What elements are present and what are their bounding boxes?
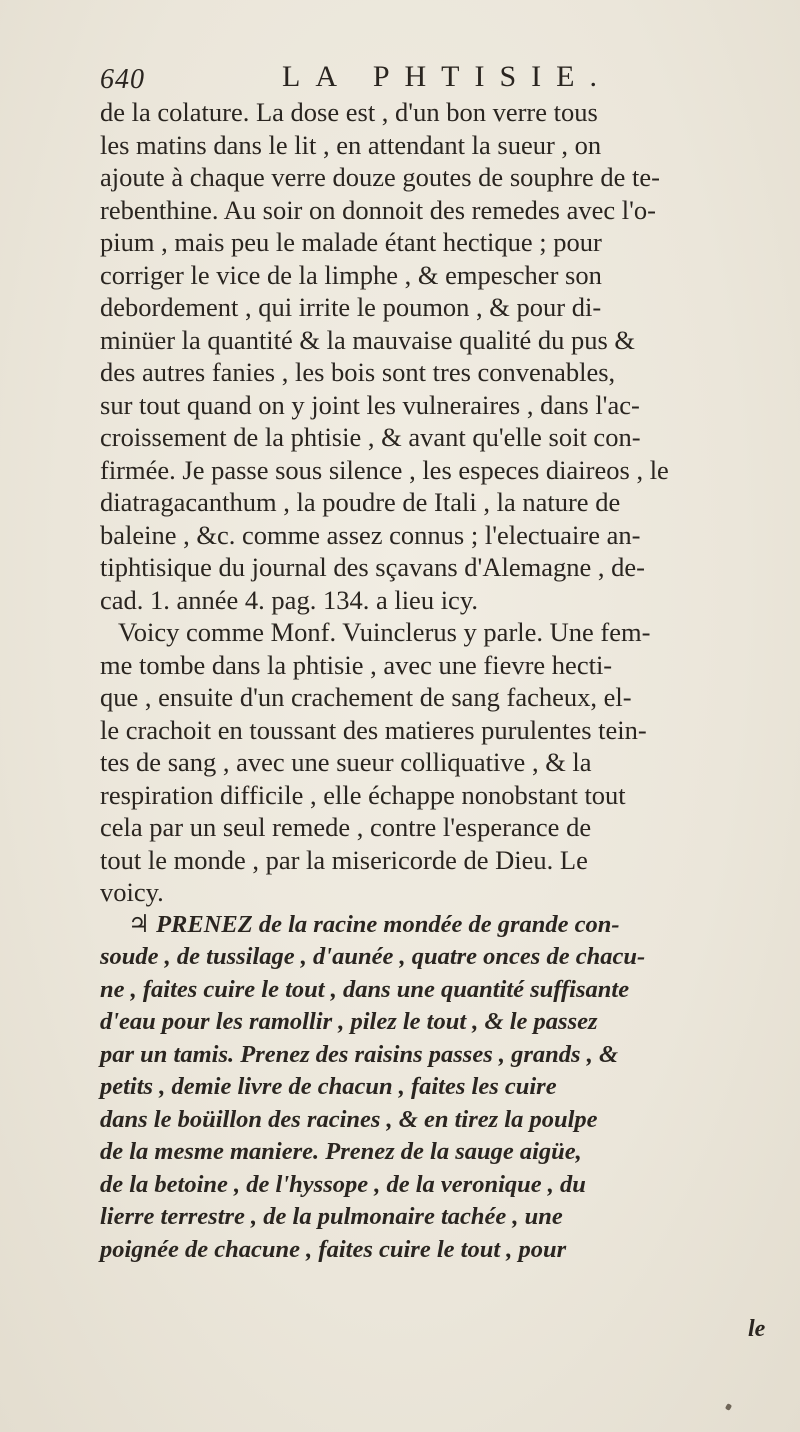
text-line: tout le monde , par la misericorde de Dieu. Le	[100, 844, 588, 875]
text-line: cad. 1. année 4. pag. 134. a lieu icy.	[100, 584, 478, 615]
text-line: Voicy comme Monf. Vuinclerus y parle. Une fem-	[118, 617, 651, 647]
body-text	[100, 96, 790, 1266]
text-line: d'eau pour les ramollir , pilez le tout , & le passez	[100, 1008, 598, 1035]
page-header	[100, 60, 700, 100]
text-line: de la betoine , de l'hyssope , de la veronique , du	[100, 1170, 586, 1198]
text-line: de la colature. La dose est , d'un bon verre tous	[100, 97, 598, 127]
page-number: 640	[100, 64, 145, 95]
text-line: poignée de chacune , faites cuire le tout , pour	[100, 1235, 567, 1263]
text-line: debordement , qui irrite le poumon , & pour di-	[100, 292, 602, 322]
text-line: dans le boüillon des racines , & en tirez la poulpe	[100, 1105, 598, 1133]
text-line: cela par un seul remede , contre l'esperance de	[100, 812, 592, 842]
text-line: minüer la quantité & la mauvaise qualité du pus &	[100, 324, 636, 355]
text-line: corriger le vice de la limphe , & empescher son	[100, 259, 602, 290]
text-line: tes de sang , avec une sueur colliquative , & la	[100, 747, 592, 777]
text-line: croissement de la phtisie , & avant qu'elle soit con-	[100, 422, 641, 452]
text-line: de la mesme maniere. Prenez de la sauge aigüe,	[100, 1138, 582, 1165]
text-line: respiration difficile , elle échappe nonobstant tout	[100, 779, 626, 810]
text-line: voicy.	[100, 877, 164, 907]
text-line: pium , mais peu le malade étant hectique ; pour	[100, 227, 602, 257]
text-line: ne , faites cuire le tout , dans une quantité suffisante	[100, 975, 630, 1003]
text-line: soude , de tussilage , d'aunée , quatre onces de chacu-	[100, 943, 646, 970]
running-title: LA PHTISIE.	[282, 60, 612, 93]
text-line: des autres fanies , les bois sont tres convenables,	[100, 357, 616, 387]
text-line: me tombe dans la phtisie , avec une fievre hecti-	[100, 649, 613, 680]
text-line: ♃ PRENEZ de la racine mondée de grande con-	[128, 910, 620, 938]
text-line: sur tout quand on y joint les vulneraires , dans l'ac-	[100, 389, 640, 420]
text-line: les matins dans le lit , en attendant la sueur , on	[100, 129, 602, 160]
text-line: par un tamis. Prenez des raisins passes , grands , &	[100, 1040, 619, 1068]
text-line: que , ensuite d'un crachement de sang facheux, el-	[100, 682, 632, 712]
text-line: rebenthine. Au soir on donnoit des remedes avec l'o-	[100, 194, 656, 225]
text-line: petits , demie livre de chacun , faites les cuire	[100, 1073, 557, 1100]
text-line: diatragacanthum , la poudre de Itali , la nature de	[100, 487, 621, 517]
catchword: le	[748, 1316, 766, 1342]
text-line: tiphtisique du journal des sçavans d'Alemagne , de-	[100, 552, 645, 582]
text-line: baleine , &c. comme assez connus ; l'electuaire an-	[100, 519, 641, 550]
text-line: lierre terrestre , de la pulmonaire tachée , une	[100, 1203, 563, 1230]
text-line: firmée. Je passe sous silence , les especes diaireos , le	[100, 454, 669, 485]
text-line: le crachoit en toussant des matieres purulentes tein-	[100, 714, 647, 745]
text-line: ajoute à chaque verre douze goutes de souphre de te-	[100, 162, 660, 192]
ink-mark	[725, 1403, 732, 1411]
